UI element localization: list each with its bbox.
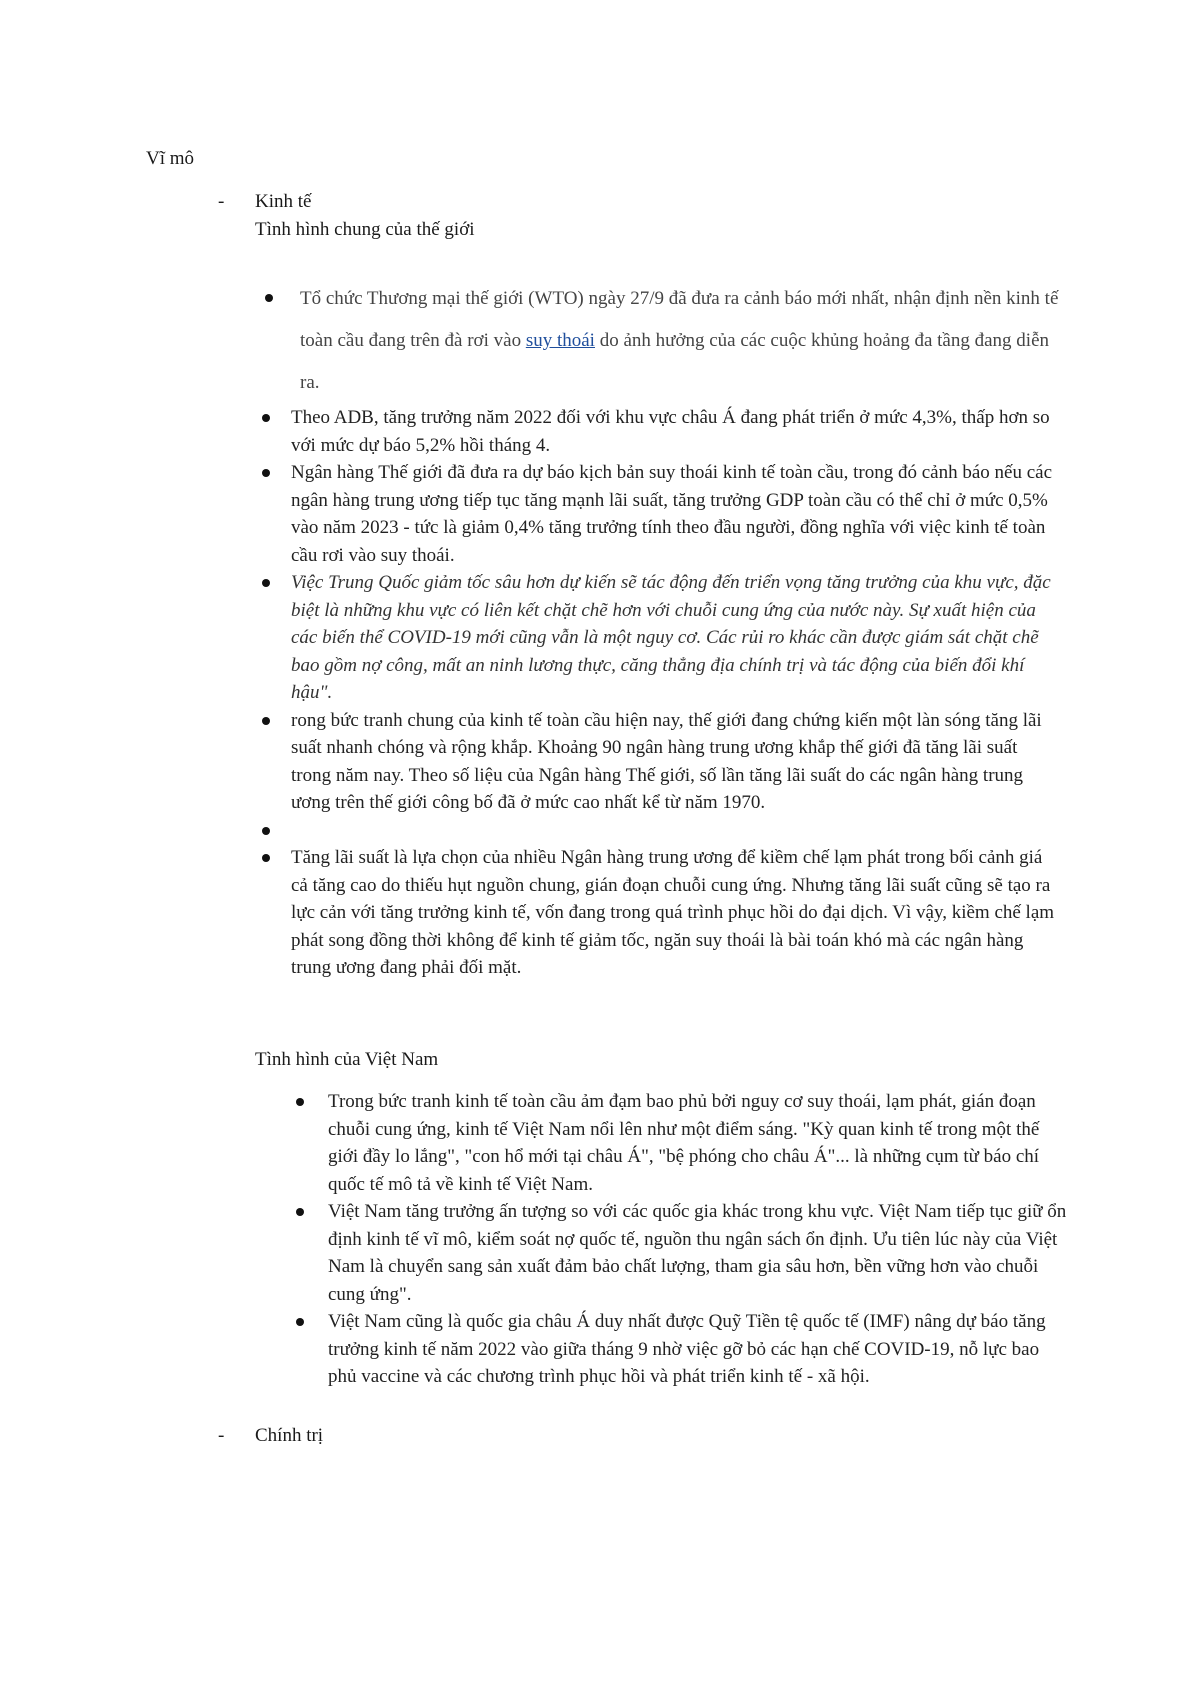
list-item: [328, 1198, 1068, 1308]
list-item-text: Theo ADB, tăng trưởng năm 2022 đối với khu vực châu Á đang phát triển ở mức 4,3%, thấp hơn so với mức dự báo 5,2% hồi tháng 4.: [291, 407, 1050, 456]
bullet-icon: [296, 1318, 304, 1326]
list-item: [291, 404, 1061, 459]
section-title-politics: Chính trị: [255, 1425, 324, 1446]
bullet-icon: [296, 1208, 304, 1216]
vietnam-bullet-list: [0, 1088, 1200, 1391]
list-item-text: Ngân hàng Thế giới đã đưa ra dự báo kịch bản suy thoái kinh tế toàn cầu, trong đó cảnh báo nếu các ngân hàng trung ương tiếp tục tăng mạnh lãi suất, tăng trưởng GDP toàn cầu có thể chỉ ở mức 0,5% vào năm 2023 - tức là giảm 0,4% tăng trưởng tính theo đầu người, đồng nghĩa với việc kinh tế toàn cầu rơi vào suy thoái.: [291, 462, 1053, 566]
list-item-text: Việt Nam tăng trưởng ấn tượng so với các quốc gia khác trong khu vực. Việt Nam tiếp tục giữ ổn định kinh tế vĩ mô, kiểm soát nợ quốc tế, nguồn thu ngân sách ổn định. Ưu tiên lúc này của Việt Nam là chuyển sang sản xuất đảm bảo chất lượng, tham gia sâu hơn, bền vững hơn vào chuỗi cung ứng".: [328, 1201, 1067, 1305]
list-item-text: Tăng lãi suất là lựa chọn của nhiều Ngân hàng trung ương để kiềm chế lạm phát trong bối cảnh giá cả tăng cao do thiếu hụt nguồn chung, gián đoạn chuỗi cung ứng. Nhưng tăng lãi suất cũng sẽ tạo ra lực cản với tăng trưởng kinh tế, vốn đang trong quá trình phục hồi do đại dịch. Vì vậy, kiềm chế lạm phát song đồng thời không để kinh tế giảm tốc, ngăn suy thoái là bài toán khó mà các ngân hàng trung ương đang phải đối mặt.: [291, 847, 1055, 978]
list-item: [328, 1308, 1068, 1391]
section-title-economy: Kinh tế: [255, 191, 312, 212]
bullet-icon: [262, 827, 270, 835]
dash-marker-politics: -: [218, 1425, 225, 1446]
bullet-icon: [262, 717, 270, 725]
list-item: [328, 1088, 1068, 1198]
list-item-text: Việt Nam cũng là quốc gia châu Á duy nhất được Quỹ Tiền tệ quốc tế (IMF) nâng dự báo tăng trưởng kinh tế năm 2022 vào giữa tháng 9 nhờ việc gỡ bỏ các hạn chế COVID-19, nỗ lực bao phủ vaccine và các chương trình phục hồi và phát triển kinh tế - xã hội.: [328, 1311, 1046, 1387]
list-item-text: Tổ chức Thương mại thế giới (WTO) ngày 27/9 đã đưa ra cảnh báo mới nhất, nhận định nền kinh tế toàn cầu đang trên đà rơi vào suy thoái do ảnh hưởng của các cuộc khủng hoảng đa tầng đang diễn ra.: [300, 288, 1059, 393]
subsection-title-world: Tình hình chung của thế giới: [255, 219, 475, 240]
bullet-icon: [262, 854, 270, 862]
list-item: [291, 569, 1061, 707]
list-item: [300, 278, 1070, 404]
list-item-empty: [291, 817, 1061, 845]
bullet-icon: [265, 294, 273, 302]
list-item: [291, 707, 1061, 817]
bullet-icon: [296, 1098, 304, 1106]
list-item: [291, 459, 1061, 569]
document-heading: Vĩ mô: [146, 148, 195, 169]
list-item-text: Việc Trung Quốc giảm tốc sâu hơn dự kiến sẽ tác động đến triển vọng tăng trưởng của khu vực, đặc biệt là những khu vực có liên kết chặt chẽ hơn với chuỗi cung ứng của nước này. Sự xuất hiện của các biến thể COVID-19 mới cũng vẫn là một nguy cơ. Các rủi ro khác cần được giám sát chặt chẽ bao gồm nợ công, mất an ninh lương thực, căng thẳng địa chính trị và tác động của biến đổi khí hậu".: [291, 572, 1051, 703]
bullet-icon: [262, 414, 270, 422]
list-item: [291, 844, 1061, 982]
list-item-text: rong bức tranh chung của kinh tế toàn cầu hiện nay, thế giới đang chứng kiến một làn sóng tăng lãi suất nhanh chóng và rộng khắp. Khoảng 90 ngân hàng trung ương khắp thế giới đã tăng lãi suất trong năm nay. Theo số liệu của Ngân hàng Thế giới, số lần tăng lãi suất do các ngân hàng trung ương trên thế giới công bố đã ở mức cao nhất kể từ năm 1970.: [291, 709, 1042, 813]
bullet-icon: [262, 579, 270, 587]
subsection-title-vietnam: Tình hình của Việt Nam: [255, 1049, 439, 1070]
bullet-icon: [262, 469, 270, 477]
suy-thoai-link[interactable]: suy thoái: [525, 330, 595, 351]
dash-marker-economy: -: [218, 191, 225, 212]
world-bullet-list: [0, 278, 1200, 982]
list-item-text: Trong bức tranh kinh tế toàn cầu ảm đạm bao phủ bởi nguy cơ suy thoái, lạm phát, gián đoạn chuỗi cung ứng, kinh tế Việt Nam nổi lên như một điểm sáng. "Kỳ quan kinh tế trong một thế giới đầy lo lắng", "con hổ mới tại châu Á", "bệ phóng cho châu Á"... là những cụm từ báo chí quốc tế mô tả về kinh tế Việt Nam.: [328, 1091, 1040, 1195]
